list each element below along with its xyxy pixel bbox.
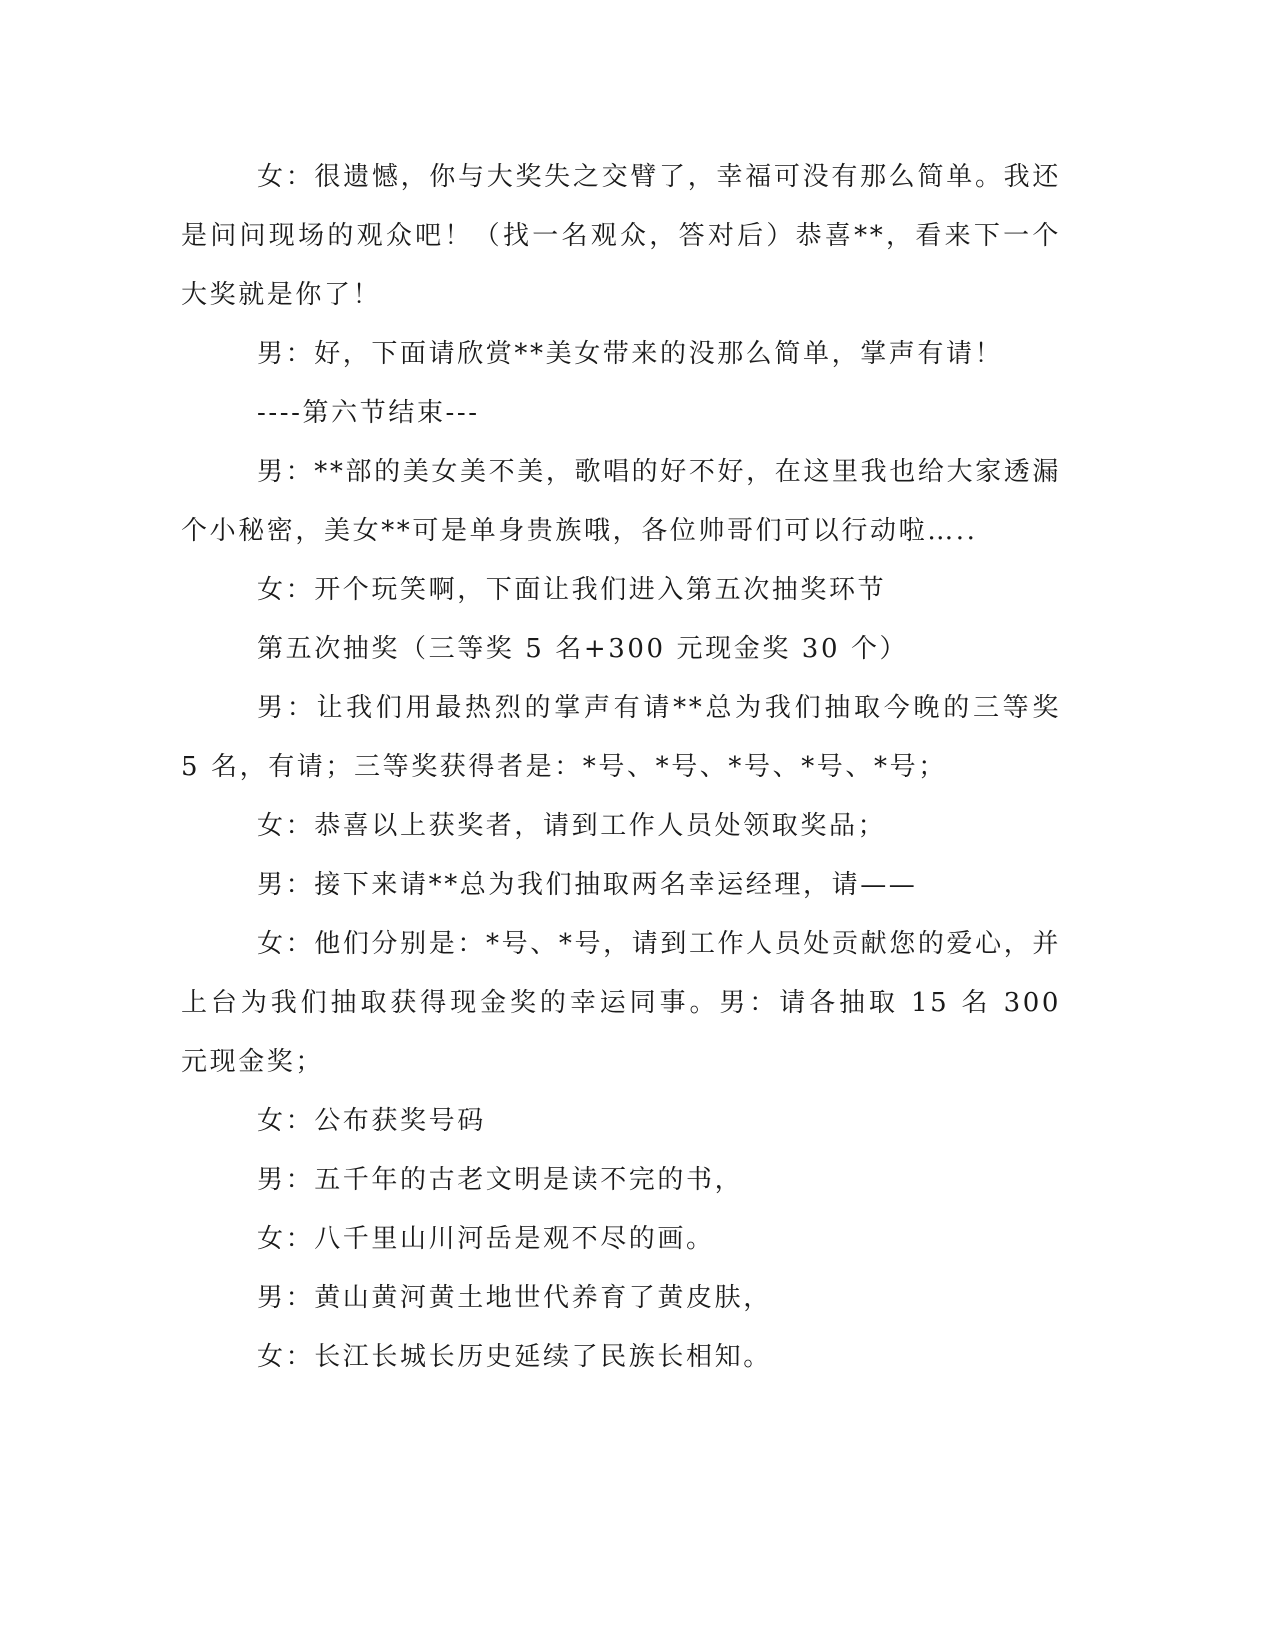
paragraph: 女：长江长城长历史延续了民族长相知。 [257, 1342, 772, 1372]
paragraph: 女：公布获奖号码 [257, 1106, 486, 1136]
paragraph: 男：**部的美女美不美，歌唱的好不好，在这里我也给大家透漏个小秘密，美女**可是单身贵族哦，各位帅哥们可以行动啦….. [181, 457, 1061, 546]
paragraph: 女：八千里山川河岳是观不尽的画。 [257, 1224, 715, 1254]
paragraph: 男：让我们用最热烈的掌声有请**总为我们抽取今晚的三等奖 5 名，有请；三等奖获得者是：*号、*号、*号、*号、*号； [181, 693, 1061, 782]
paragraph: 女：很遗憾，你与大奖失之交臂了，幸福可没有那么简单。我还是问问现场的观众吧！（找一名观众，答对后）恭喜**，看来下一个大奖就是你了！ [181, 162, 1061, 310]
paragraph: 男：好，下面请欣赏**美女带来的没那么简单，掌声有请！ [257, 339, 1004, 369]
section-end-marker: ----第六节结束--- [257, 398, 480, 428]
document-body [181, 148, 1061, 1387]
paragraph: 女：开个玩笑啊，下面让我们进入第五次抽奖环节 [257, 575, 887, 605]
paragraph: 男：黄山黄河黄土地世代养育了黄皮肤， [257, 1283, 772, 1313]
paragraph: 女：他们分别是：*号、*号，请到工作人员处贡献您的爱心，并上台为我们抽取获得现金奖的幸运同事。男：请各抽取 15 名 300 元现金奖； [181, 929, 1061, 1077]
paragraph: 男：接下来请**总为我们抽取两名幸运经理，请—— [257, 870, 918, 900]
paragraph: 女：恭喜以上获奖者，请到工作人员处领取奖品； [257, 811, 887, 841]
paragraph: 男：五千年的古老文明是读不完的书， [257, 1165, 744, 1195]
lottery-heading: 第五次抽奖（三等奖 5 名+300 元现金奖 30 个） [257, 634, 909, 664]
